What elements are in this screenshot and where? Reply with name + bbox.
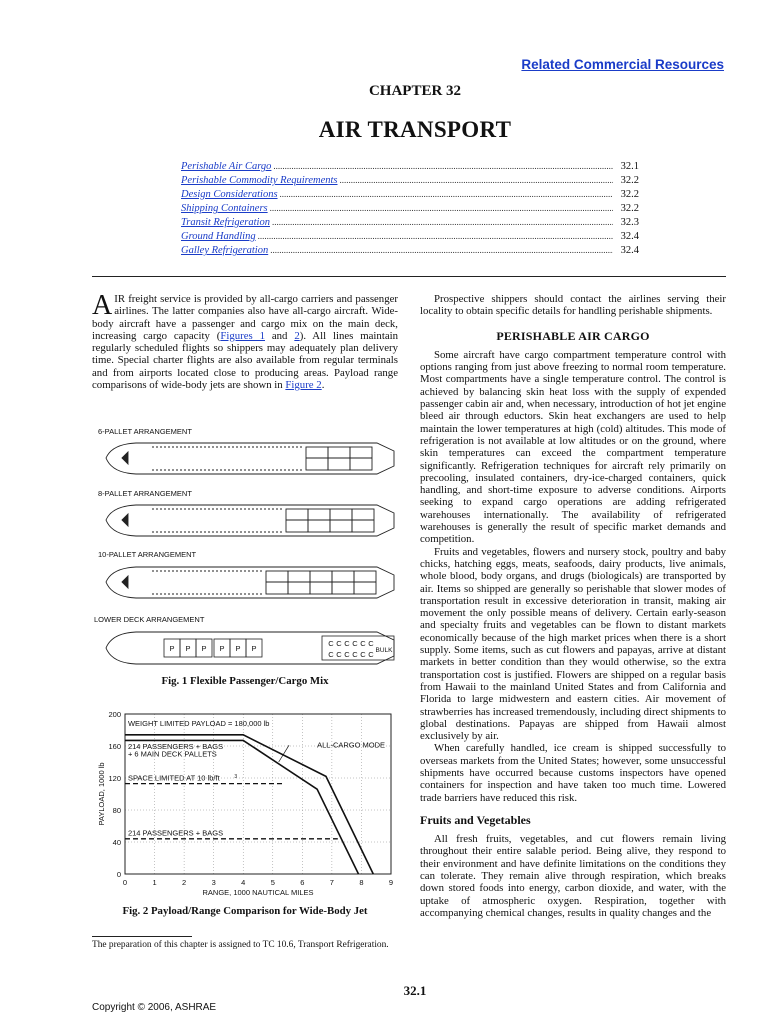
container-letter: C <box>344 639 350 648</box>
x-tick-label: 4 <box>241 878 246 887</box>
fuselage-8-pallet <box>106 505 394 536</box>
toc-link[interactable]: Transit Refrigeration <box>181 217 270 228</box>
arrangement-label: 10-PALLET ARRANGEMENT <box>98 550 197 559</box>
container-letter: C <box>368 639 374 648</box>
toc-entry <box>181 173 639 187</box>
dropcap: A <box>92 290 113 321</box>
toc-entry <box>181 215 639 229</box>
section-divider <box>92 276 726 277</box>
toc-page: 32.2 <box>620 203 639 214</box>
container-letter: C <box>360 639 366 648</box>
right-column <box>420 293 726 919</box>
chapter-label: CHAPTER 32 <box>368 83 462 99</box>
toc-page: 32.2 <box>620 175 639 186</box>
figure1-caption: Fig. 1 Flexible Passenger/Cargo Mix <box>161 675 329 687</box>
related-resources-link[interactable]: Related Commercial Resources <box>521 57 724 72</box>
y-tick-label: 120 <box>108 774 121 783</box>
y-tick-label: 160 <box>108 742 121 751</box>
x-tick-label: 3 <box>211 878 216 887</box>
x-tick-label: 2 <box>182 878 187 887</box>
paragraph: Prospective shippers should contact the airlines serving their locality to obtain specific details for handling perishable shipments. <box>420 293 726 318</box>
page-number: 32.1 <box>403 983 427 998</box>
toc-entry <box>181 201 639 215</box>
figure2-caption: Fig. 2 Payload/Range Comparison for Wide-Body Jet <box>122 905 368 917</box>
container-letter: C <box>336 650 342 659</box>
x-tick-label: 5 <box>270 878 275 887</box>
container-letter: C <box>336 639 342 648</box>
intro-text: IR freight service is provided by all-cargo carriers and passenger airlines. The latter companies also have all-cargo aircraft. Wide-body aircraft have a passenger and cargo mix on the main deck, increasing cargo capacity ( <box>92 293 398 342</box>
container-letter: C <box>352 650 358 659</box>
pallet-letter: P <box>169 644 175 653</box>
y-tick-label: 40 <box>112 838 121 847</box>
y-tick-label: 0 <box>116 870 121 879</box>
intro-text: ). All lines maintain regularly scheduled flights so shippers may adequately plan delivery time. Special charter flights are also available from regular terminals and from airports located close to producing areas. Payload range comparisons of wide-body jets are shown in <box>92 329 399 392</box>
left-column-intro <box>92 290 399 392</box>
pallet-letter: P <box>201 644 207 653</box>
container-letter: C <box>328 639 334 648</box>
paragraph: When carefully handled, ice cream is shipped successfully to overseas markets from the United States; however, some unsuccessful shipments have occurred because customs inspectors have opened containers for inspection and have taken too much time. Lowered trade barriers have reduced this risk. <box>420 742 726 804</box>
pallet-letter: P <box>185 644 191 653</box>
toc-link[interactable]: Design Considerations <box>181 189 278 200</box>
annotation-passengers-pallets: 214 PASSENGERS + BAGS <box>127 742 224 752</box>
x-tick-label: 8 <box>359 878 364 887</box>
x-tick-label: 9 <box>388 878 394 887</box>
toc-link[interactable]: Shipping Containers <box>181 203 268 214</box>
toc-entry <box>181 243 639 257</box>
plot-frame <box>125 714 391 874</box>
paragraph: Some aircraft have cargo compartment temperature control with options ranging from just above freezing to normal room temperature. Most compartments have a single temperature control. The control is achieved by balancing skin heat loss with the supply of expended passenger cabin air and, when necessary, introduction of hot jet engine bleed air through eductors. Skin heat exchangers are used to help maintain the lower temperatures at high (cold) altitudes. This mode of refrigeration is not available at low altitudes or on the ground, where skin temperatures can exceed the compartment temperature significantly. Refrigeration techniques for aircraft rely primarily on precooling, insulated containers, dry-ice-charged containers, quick handling, and short-time exposure to adverse conditions. Airports seeking to expand cargo operations are adding refrigerated warehouses internationally. The availability of refrigerated warehouses is generally the result of specific market demands and competition. <box>420 348 726 546</box>
toc-page: 32.4 <box>620 231 639 242</box>
figure2-link[interactable]: 2 <box>294 329 300 342</box>
figure1-diagram <box>92 422 402 674</box>
annotation-weight-limited: WEIGHT LIMITED PAYLOAD = 180,000 lb <box>127 719 270 728</box>
x-tick-label: 1 <box>152 878 157 887</box>
toc-page: 32.2 <box>620 189 639 200</box>
figure1-link[interactable]: Figures 1 <box>220 329 265 342</box>
container-letter: C <box>360 650 366 659</box>
figure2-chart <box>80 704 400 900</box>
toc-page: 32.1 <box>620 161 639 172</box>
pallet-letter: P <box>235 644 241 653</box>
subsection-heading: Fruits and Vegetables <box>420 812 531 827</box>
intro-paragraph <box>92 290 399 392</box>
toc-page: 32.3 <box>620 217 639 228</box>
section-heading: PERISHABLE AIR CARGO <box>496 328 650 343</box>
fuselage-10-pallet <box>106 567 394 598</box>
paragraph: Fruits and vegetables, flowers and nursery stock, poultry and baby chicks, hatching eggs, meats, seafoods, dairy products, live animals, whole blood, body organs, and drugs (biologicals) are transported by air. Items so shipped are generally so perishable that slower modes of transportation result in excessive deterioration in transit, making air movement the only possible means of delivery. Certain early-season and specialty fruits and vegetables can be flown to distant markets economically because of the high market prices when there is a short supply. Some items, such as cut flowers and papayas, arrive at distant markets in better condition than they would otherwise, so the extra transportation cost is justified. Flowers are shipped on a regular basis from Hawaii to the mainland United States and from California and Florida to large midwestern and eastern cities. Air movement of strawberries has increased tremendously, including direct shipments to global destinations. Papayas are shipped from Hawaii almost exclusively by air. <box>420 545 726 743</box>
chapter-title: AIR TRANSPORT <box>318 117 512 142</box>
y-tick-label: 200 <box>108 710 121 719</box>
paragraph: All fresh fruits, vegetables, and cut flowers remain living throughout their entire salable period. Being alive, they respond to their environment and have definite limitations on the conditions they can tolerate. They remain alive through respiration, which breaks down stored foods into energy, carbon dioxide, and water, with the uptake of atmospheric oxygen. Respiration, together with accompanying chemical changes, results in quality changes and the <box>420 833 726 919</box>
footnote: The preparation of this chapter is assigned to TC 10.6, Transport Refrigeration. <box>92 940 389 950</box>
chart-grid <box>125 714 391 874</box>
bulk-label: BULK <box>375 647 393 654</box>
fuselage-lower-deck <box>106 632 394 664</box>
toc-link[interactable]: Galley Refrigeration <box>181 245 269 256</box>
container-letter: C <box>352 639 358 648</box>
annotation-all-cargo: ALL-CARGO MODE <box>317 740 386 750</box>
container-letter: C <box>344 650 350 659</box>
container-letter: C <box>328 650 334 659</box>
y-tick-label: 80 <box>112 806 121 815</box>
toc-entry <box>181 159 639 173</box>
toc-link[interactable]: Ground Handling <box>181 231 256 242</box>
x-axis-label: RANGE, 1000 NAUTICAL MILES <box>202 888 314 897</box>
arrangement-label: 6-PALLET ARRANGEMENT <box>98 427 192 436</box>
intro-text: and <box>265 329 295 342</box>
toc-entry <box>181 229 639 243</box>
pallet-letter: P <box>219 644 225 653</box>
y-axis-label: PAYLOAD, 1000 lb <box>97 762 106 826</box>
annotation-space-limited: SPACE LIMITED AT 10 lb/ft <box>127 773 220 783</box>
footnote-rule <box>92 936 192 937</box>
annotation-passengers-bags: 214 PASSENGERS + BAGS <box>127 828 224 838</box>
series-line-passengers-pallets <box>125 740 358 874</box>
arrangement-label: 8-PALLET ARRANGEMENT <box>98 489 192 498</box>
copyright: Copyright © 2006, ASHRAE <box>92 1002 217 1013</box>
x-tick-label: 6 <box>300 878 305 887</box>
annotation-superscript: 3 <box>234 774 238 780</box>
toc-link[interactable]: Perishable Commodity Requirements <box>181 175 338 186</box>
intro-text: . <box>321 379 325 392</box>
arrangement-label: LOWER DECK ARRANGEMENT <box>94 615 205 624</box>
annotation-passengers-pallets: + 6 MAIN DECK PALLETS <box>127 749 217 759</box>
toc-entry <box>181 187 639 201</box>
pallet-letter: P <box>251 644 257 653</box>
table-of-contents <box>181 159 639 257</box>
fuselage-6-pallet <box>106 443 394 474</box>
toc-page: 32.4 <box>620 245 639 256</box>
x-tick-label: 7 <box>329 878 334 887</box>
figure2-link[interactable]: Figure 2 <box>285 379 322 392</box>
x-tick-label: 0 <box>122 878 128 887</box>
toc-link[interactable]: Perishable Air Cargo <box>181 161 272 172</box>
container-letter: C <box>368 650 374 659</box>
